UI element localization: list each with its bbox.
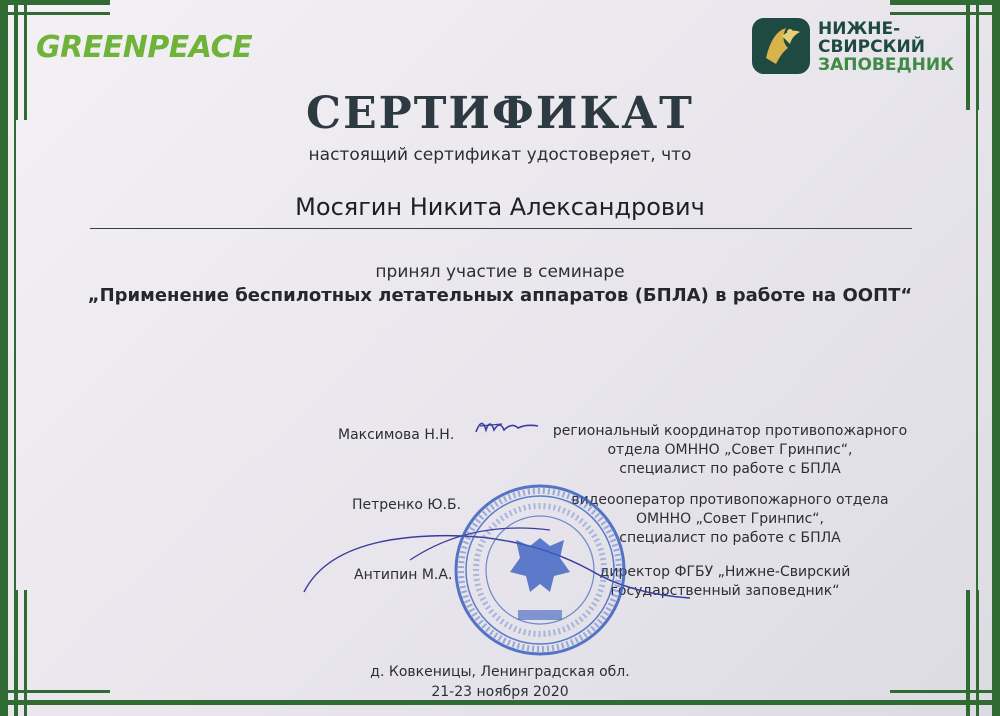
reserve-logo-line-2: СВИРСКИЙ <box>818 37 925 57</box>
footer <box>0 662 1000 702</box>
signatory-1-role <box>530 422 930 479</box>
signatory-1-role-line-2: отдела ОМННО „Совет Гринпис“, <box>607 442 853 458</box>
bird-emblem-icon <box>752 18 810 74</box>
participation-text: принял участие в семинаре <box>375 262 625 282</box>
reserve-logo-line-1: НИЖНЕ- <box>818 19 901 39</box>
recipient-name: Мосягин Никита Александрович <box>295 193 705 221</box>
greenpeace-logo: GREENPEACE <box>36 30 253 65</box>
certificate-subtitle: настоящий сертификат удостоверяет, что <box>308 145 692 165</box>
signatory-2-role-line-1: видеооператор противопожарного отдела <box>571 492 889 508</box>
recipient-underline <box>90 228 912 229</box>
signatory-3-role-line-1: директор ФГБУ „Нижне-Свирский <box>599 564 851 580</box>
seminar-title: „Применение беспилотных летательных аппаратов (БПЛА) в работе на ООПТ“ <box>87 285 913 306</box>
signatory-1-name: Максимова Н.Н. <box>338 427 455 443</box>
signatory-1-role-line-3: специалист по работе с БПЛА <box>619 461 841 477</box>
footer-date: 21-23 ноября 2020 <box>431 684 569 700</box>
reserve-logo-line-3: ЗАПОВЕДНИК <box>818 55 954 75</box>
signatory-1-role-line-1: региональный координатор противопожарного <box>552 423 908 439</box>
signatory-2-name: Петренко Ю.Б. <box>352 497 462 513</box>
nizhne-svirsky-reserve-logo <box>752 18 962 78</box>
signatory-2-role-line-2: ОМННО „Совет Гринпис“, <box>635 511 824 527</box>
signatory-3-name: Антипин М.А. <box>354 567 453 583</box>
certificate-title: СЕРТИФИКАТ <box>306 88 694 139</box>
footer-place: д. Ковкеницы, Ленинградская обл. <box>370 664 630 680</box>
signatory-3-role-line-2: государственный заповедник“ <box>610 583 840 599</box>
official-seal-stamp <box>450 480 630 660</box>
signatory-2-role-line-3: специалист по работе с БПЛА <box>619 530 841 546</box>
